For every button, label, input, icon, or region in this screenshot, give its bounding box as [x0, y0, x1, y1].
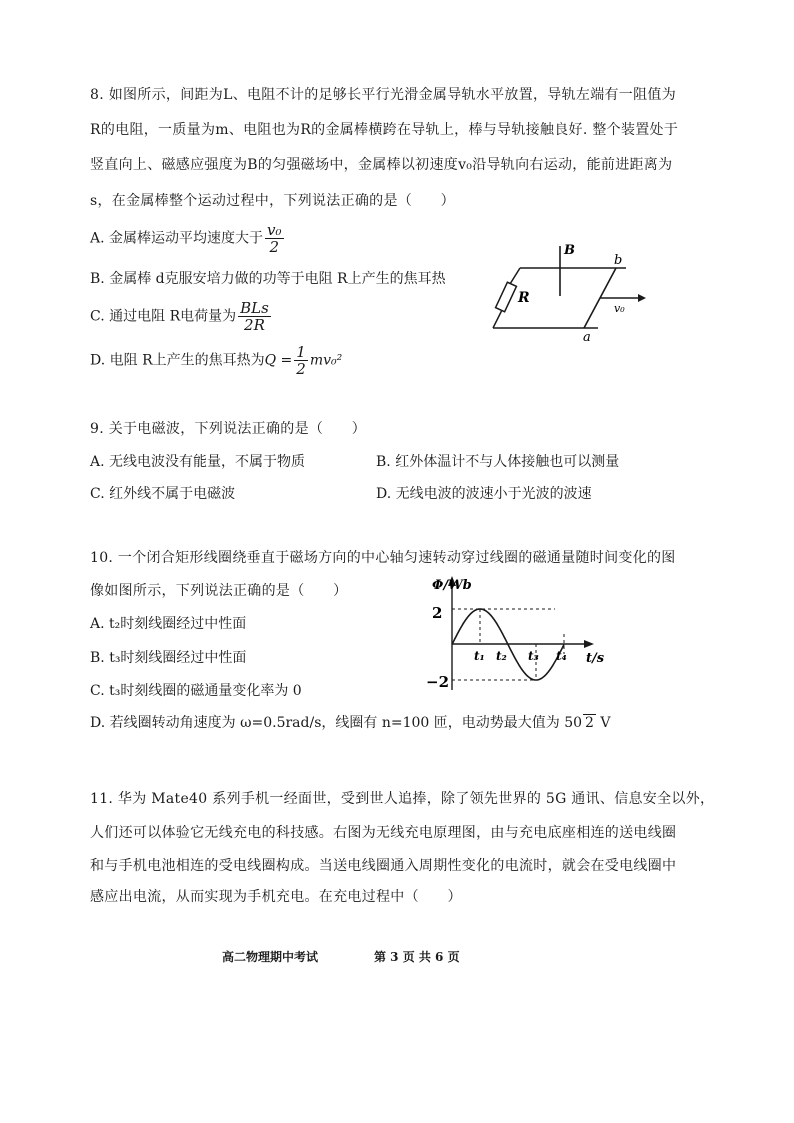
t3-label: t₃: [528, 649, 539, 663]
y-tick-positive: 2: [432, 604, 443, 622]
q10-stem-line-2: 像如图所示，下列说法正确的是（ ）: [90, 583, 348, 599]
t1-label: t₁: [474, 649, 485, 663]
q9-option-b: B. 红外体温计不与人体接触也可以测量: [376, 454, 620, 470]
q8-option-c-numerator: BLs: [240, 299, 269, 317]
q8-option-c-text: C. 通过电阻 R电荷量为: [90, 308, 237, 325]
q10-option-d-text: D. 若线圈转动角速度为 ω=0.5rad/s，线圈有 n=100 匝，电动势最大值为 50: [90, 715, 583, 731]
q11-stem-line-1: 11. 华为 Mate40 系列手机一经面世，受到世人追捧，除了领先世界的 5G 通讯、信息安全以外，: [90, 791, 715, 807]
field-label: B: [564, 243, 575, 258]
q10-option-b: B. t₃时刻线圈经过中性面: [90, 650, 247, 666]
footer-page-number: 第 3 页 共 6 页: [374, 950, 460, 964]
q11-stem-line-2: 人们还可以体验它无线充电的科技感。右图为无线充电原理图，由与充电底座相连的送电线圈: [90, 825, 677, 841]
footer-exam-title: 高二物理期中考试: [222, 950, 319, 964]
q8-option-c-denominator: 2R: [244, 316, 265, 334]
q10-option-d-unit: V: [600, 715, 611, 731]
q8-option-a-text: A. 金属棒运动平均速度大于: [90, 230, 264, 247]
q10-stem-line-1: 10. 一个闭合矩形线圈绕垂直于磁场方向的中心轴匀速转动穿过线圈的磁通量随时间变化的图: [90, 550, 676, 566]
resistor-symbol: [496, 282, 517, 312]
q10-option-d-sqrt: 2: [585, 715, 594, 731]
rod-end-a-label: a: [583, 330, 591, 345]
q9-stem: 9. 关于电磁波，下列说法正确的是（ ）: [90, 421, 367, 437]
q11-stem-line-3: 和与手机电池相连的受电线圈构成。当送电线圈通入周期性变化的电流时，就会在受电线圈中: [90, 858, 677, 874]
q8-option-a: [90, 222, 286, 255]
q10-option-d: [90, 712, 611, 732]
q8-option-d-equation: Q =: [264, 352, 293, 369]
q9-option-a: A. 无线电波没有能量，不属于物质: [90, 454, 306, 470]
resistor-label: R: [518, 290, 530, 306]
velocity-label: v₀: [614, 302, 625, 315]
q10-option-a: A. t₂时刻线圈经过中性面: [90, 616, 247, 632]
q8-circuit-diagram: [488, 240, 658, 345]
rod-end-b-label: b: [614, 253, 623, 268]
q8-option-d-text: D. 电阻 R上产生的焦耳热为: [90, 352, 265, 369]
q8-option-a-numerator: v₀: [267, 221, 282, 239]
q8-option-b: B. 金属棒 d克服安培力做的功等于电阻 R上产生的焦耳热: [90, 271, 446, 287]
q8-stem-line-2: R的电阻，一质量为m、电阻也为R的金属棒横跨在导轨上，棒与导轨接触良好. 整个装置处于: [90, 122, 679, 138]
q8-option-d-numerator: 1: [296, 343, 306, 361]
y-tick-negative: −2: [426, 673, 450, 691]
q8-option-d-tail: mv₀²: [309, 352, 343, 369]
t2-label: t₂: [496, 649, 507, 663]
q9-option-c: C. 红外线不属于电磁波: [90, 486, 236, 502]
q10-flux-graph: [420, 572, 620, 697]
q8-stem-line-4: s，在金属棒整个运动过程中，下列说法正确的是（ ）: [90, 193, 455, 209]
q8-stem-line-1: 8. 如图所示，间距为L、电阻不计的足够长平行光滑金属导轨水平放置，导轨左端有一阻值为: [90, 87, 677, 103]
t4-label: t₄: [556, 649, 567, 663]
q8-stem-line-3: 竖直向上、磁感应强度为B的匀强磁场中，金属棒以初速度v₀沿导轨向右运动，能前进距离为: [90, 157, 673, 173]
y-axis-label: Φ/Wb: [432, 578, 472, 593]
x-axis-label: t/s: [586, 651, 605, 666]
q8-option-d-denominator: 2: [296, 360, 306, 378]
q8-option-d: [90, 344, 342, 377]
q8-option-c: [90, 300, 273, 333]
q10-option-c: C. t₃时刻线圈的磁通量变化率为 0: [90, 683, 302, 699]
q8-option-a-denominator: 2: [269, 238, 280, 256]
q9-option-d: D. 无线电波的波速小于光波的波速: [376, 486, 592, 502]
q11-stem-line-4: 感应出电流，从而实现为手机充电。在充电过程中（ ）: [90, 889, 462, 905]
